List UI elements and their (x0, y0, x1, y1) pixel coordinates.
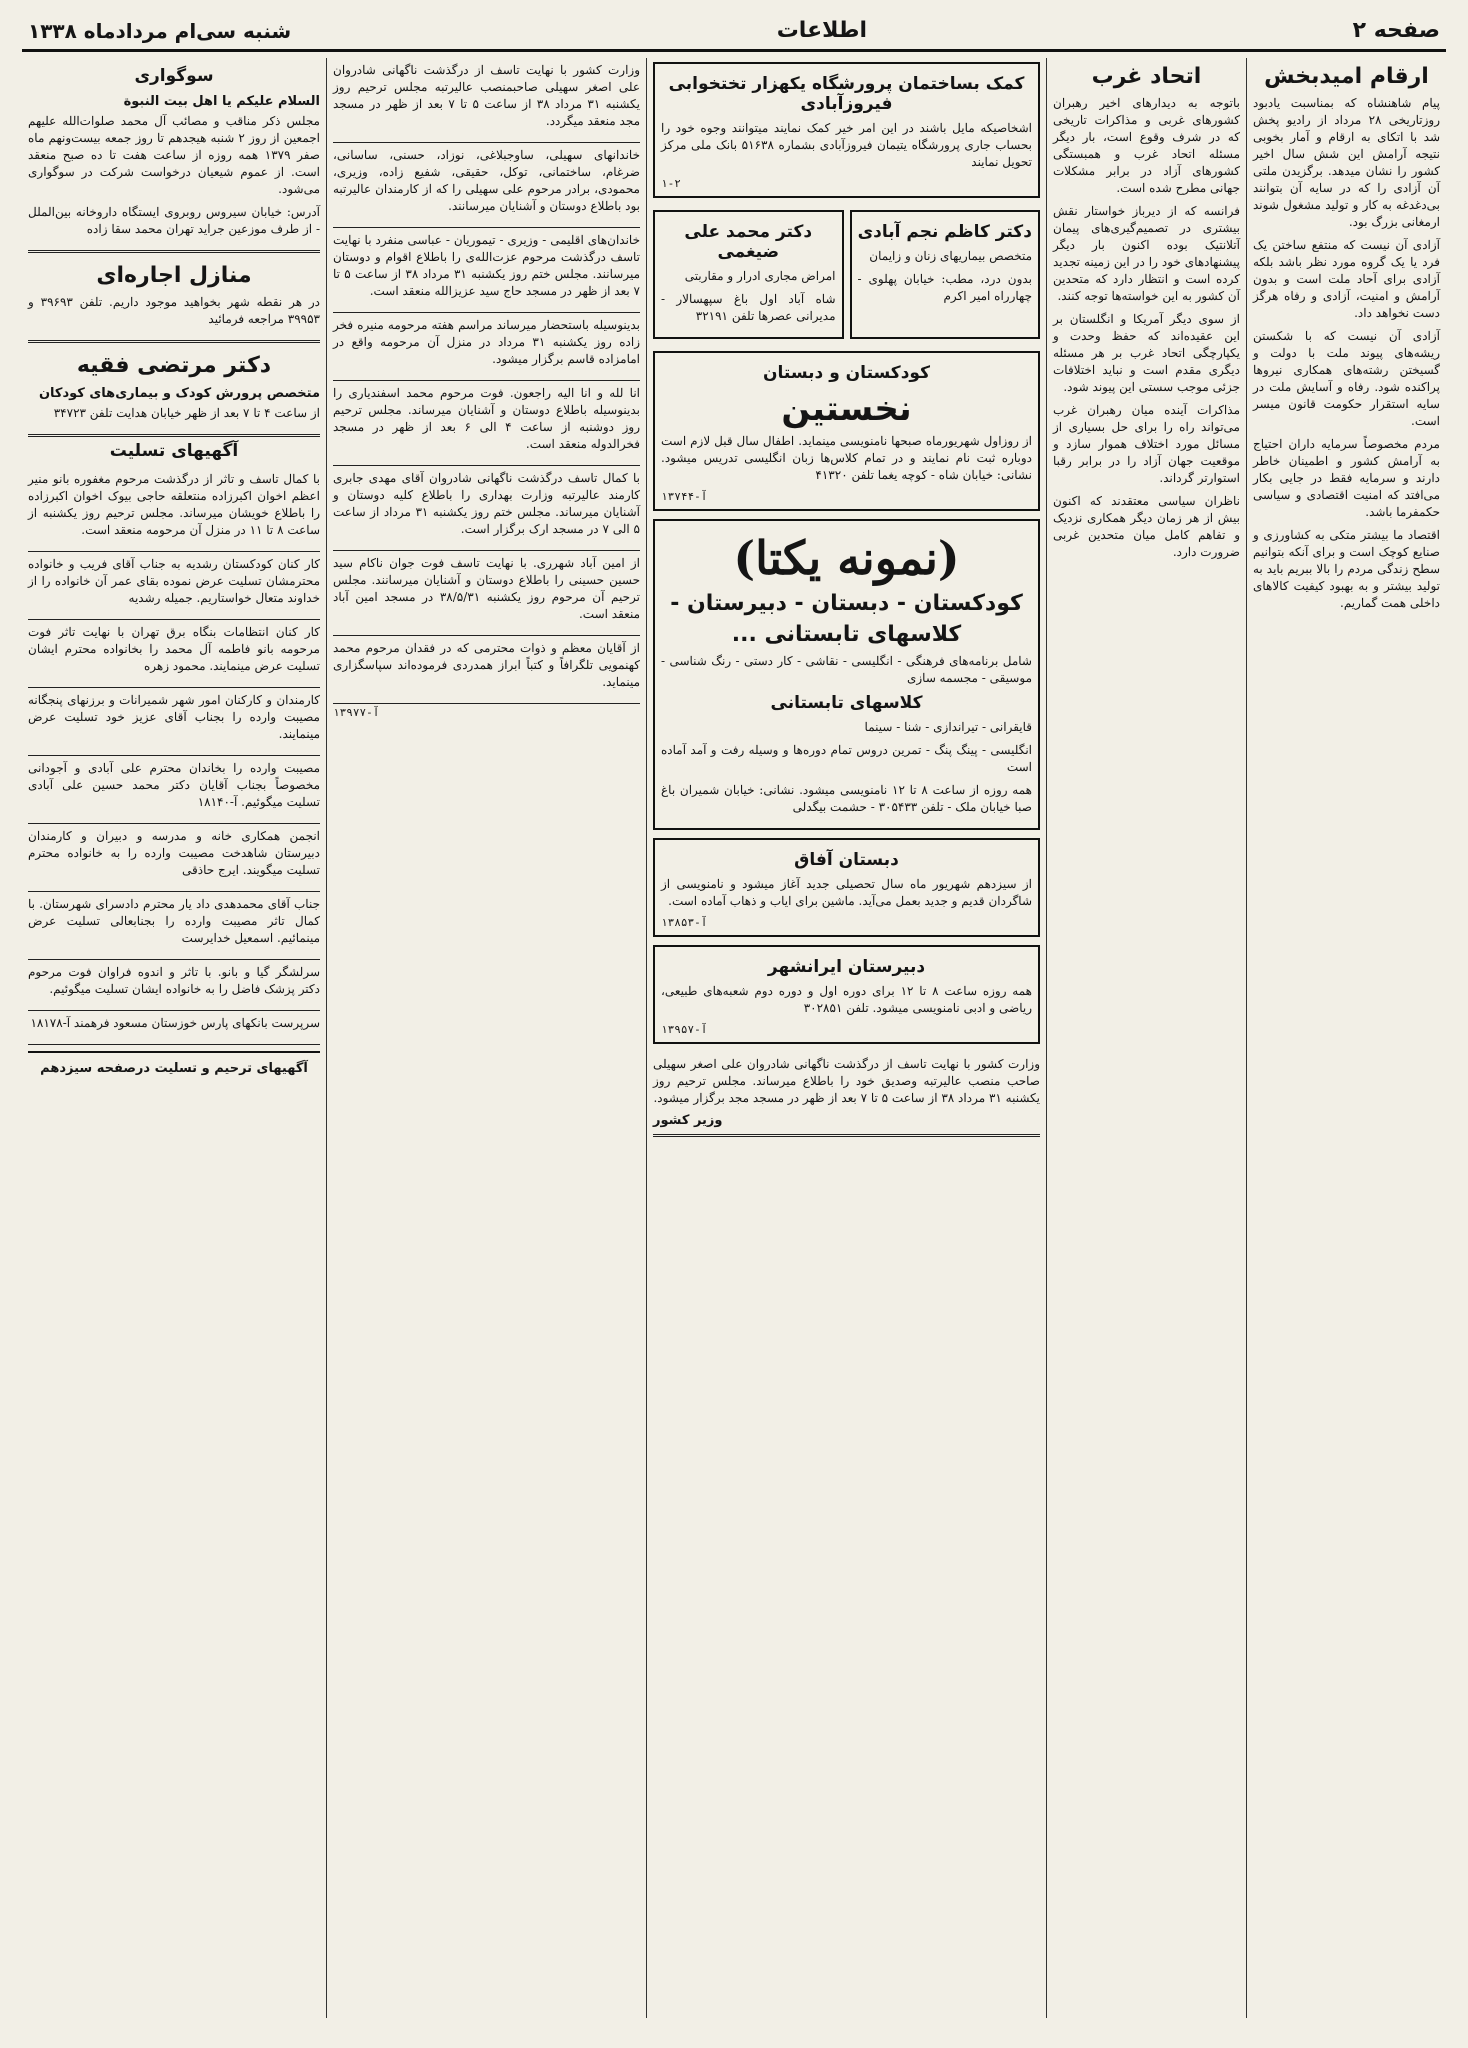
condolence-text: مصیبت وارده را بخاندان محترم علی آبادی و آجودانی مخصوصاً بجناب آقایان دکتر محمد حسین علی آبادی تسلیت میگوئیم. آ-۱۸۱۴۰ (28, 761, 320, 809)
school-text: از روزاول شهریورماه صبحها نامنویسی مینماید. اطفال سال قبل لازم است دوباره ثبت نام نمایند و در تمام کلاس‌ها زبان انگلیسی تدریس میشود. نشانی: خیابان شاه - کوچه یغما تلفن ۴۱۳۲۰ (661, 434, 1032, 482)
notice-item (333, 58, 640, 143)
condolence-item (28, 824, 320, 892)
editorial-heading: ارقام امیدبخش (1264, 64, 1429, 89)
condolence-text: انجمن همکاری خانه و مدرسه و دبیران و کارمندان دبیرستان شاهدخت مصیبت وارده را به خانواده محترم تسلیت میگویند. ایرج حاذقی (28, 829, 320, 877)
school-text: همه روزه ساعت ۸ تا ۱۲ برای دوره اول و دوره دوم شعبه‌های طبیعی، ریاضی و ادبی نامنویسی میشود. تلفن ۳۰۲۸۵۱ (661, 984, 1033, 1015)
notice-text: بدینوسیله باستحضار میرساند مراسم هفته مرحومه منیره فخر زاده روز یکشنبه ۳۱ مرداد در منزل آن مرحومه واقع در امامزاده قاسم برگزار میشود. (333, 318, 640, 366)
school-ad-iranshahr (653, 945, 1040, 1044)
doctor-line: امراض مجاری ادرار و مقاربتی (684, 269, 836, 283)
featured-line: قایقرانی - تیراندازی - شنا - سینما (864, 720, 1032, 734)
condolence-heading: آگهیهای تسلیت (109, 441, 239, 461)
condolence-item (28, 960, 320, 1011)
column-west-unity (1046, 58, 1246, 2018)
notice-text: با کمال تاسف درگذشت ناگهانی شادروان آقای مهدی جابری کارمند عالیرتبه وزارت بهداری را باطلاع کلیه دوستان و آشنایان میرساند. مجلس ختم روز یکشنبه ۳۱ مرداد از ساعت ۵ الی ۷ در مسجد ارک برگزار است. (333, 471, 640, 536)
doctor-line: بدون درد، مطب: خیابان پهلوی - چهارراه امیر اکرم (857, 272, 1032, 303)
mourning-heading: سوگواری (134, 66, 214, 86)
notice-text: خاندانهای سهیلی، ساوجبلاغی، نوزاد، حسنی، ساسانی، ضرغام، ساختمانی، توکل، حقیقی، شفیع زاده، وزیری، محمودی، برادر مرحوم علی سهیلی را که از کارمندان عالیرتبه بود باطلاع دوستان و آشنایان میرسانند. (333, 148, 640, 213)
doctor-ad-najmabadi (850, 210, 1041, 339)
condolence-text: کار کنان کودکستان رشدیه به جناب آقای فریب و خانواده محترمشان تسلیت عرض نموده بقای عمر آن خانواده را از خداوند متعال خواستاریم. جمیله رشدیه (28, 557, 320, 605)
column-classifieds (22, 58, 326, 2018)
mourning-block (28, 58, 320, 253)
featured-line: شامل برنامه‌های فرهنگی - انگلیسی - نقاشی - کار دستی - رنگ شناسی - موسیقی - مجسمه سازی (661, 654, 1032, 685)
columns (22, 58, 1446, 2018)
notice-text: از امین آباد شهرری. با نهایت تاسف فوت جوان ناکام سید حسین حسینی را باطلاع دوستان و آشنایان میرسانند. مجلس ترحیم آن مرحوم روز یکشنبه ۳۸/۵/۳۱ در مسجد امین آباد منعقد است. (333, 556, 640, 621)
condolence-text: کار کنان انتظامات بنگاه برق تهران با نهایت تاثر فوت مرحومه بانو فاطمه آل محمد را بخانواده محترم ایشان تسلیت عرض مینمایند. محمود زهره (28, 625, 320, 673)
doctor-faghih-heading: دکتر مرتضی فقیه (76, 353, 272, 378)
notice-item (333, 381, 640, 466)
condolence-item (28, 552, 320, 620)
page-number: صفحه ۲ (1352, 18, 1440, 43)
mourning-text: مجلس ذکر مناقب و مصائب آل محمد صلوات‌الله علیهم اجمعین از روز ۲ شنبه هیجدهم تا روز جمعه بیست‌و‌نهم ماه صفر ۱۳۷۹ همه روزه از ساعت هفت تا ده صبح منعقد است. از عموم شیعیان درخواست شرکت در سوگواری می‌شود. (28, 114, 321, 196)
featured-subtitle: کودکستان - دبستان - دبیرستان - (670, 591, 1023, 616)
condolence-item (28, 467, 320, 552)
school-title: کودکستان و دبستان (763, 363, 930, 383)
charity-ad (653, 62, 1040, 198)
rent-block (28, 253, 320, 343)
notice-item (333, 551, 640, 636)
notice-item (333, 466, 640, 551)
featured-line: انگلیسی - پینگ پنگ - تمرین دروس تمام دوره‌ها و وسیله رفت و آمد آماده است (661, 743, 1032, 774)
notice-item (333, 636, 640, 704)
condolence-item (28, 688, 320, 756)
charity-text: اشخاصیکه مایل باشند در این امر خیر کمک نمایند میتوانند وجوه خود را بحساب جاری پرورشگاه یتیمان فیروزآبادی بشماره ۵۱۶۳۸ بانک ملی مرکز تحویل نمایند (661, 121, 1032, 169)
doctor-ad-zeyghami (653, 210, 844, 339)
condolence-text: سرپرست بانکهای پارس خوزستان مسعود فرهمند آ-۱۸۱۷۸ (30, 1016, 320, 1030)
column-notices (326, 58, 646, 2018)
notice-text: وزارت کشور با نهایت تاسف از درگذشت ناگهانی شادروان علی اصغر سهیلی صاحب منصب عالیرتبه وصدیق خود را باطلاع میرساند. مجلس ترحیم روز یکشنبه ۳۱ مرداد ۳۸ از ساعت ۵ تا ۷ بعد از ظهر در مسجد مجد برگزار میشود. (653, 1057, 1040, 1105)
school-name: نخستین (781, 389, 912, 429)
notice-text: از آقایان معظم و ذوات محترمی که در فقدان مرحوم محمد کهنمویی تلگرافاً و کتباً ابراز همدردی فرموده‌اند سپاسگزاری مینماید. (333, 641, 640, 689)
notice-item (333, 313, 640, 381)
west-paragraph: باتوجه به دیدارهای اخیر رهبران کشورهای غربی و مذاکرات تاریخی که در شرف وقوع است، بار دیگر مسئله اتحاد غرب و همبستگی کشورهای آزاد در برابر مشکلات جهانی مطرح شده است. (1053, 96, 1240, 195)
editorial-paragraph: آزادی آن نیست که با شکستن ریشه‌های پیوند ملت با دولت و گسیختن رشته‌های همکاری نیروها پراکنده شود. رفاه و آسایش ملت در سایه استقرار حکومت قانون میسر است. (1253, 329, 1440, 428)
notice-text: انا لله و انا الیه راجعون. فوت مرحوم محمد اسفندیاری را بدینوسیله باطلاع دوستان و آشنایان میرساند. مجلس ترحیم روز دوشنبه از ساعت ۴ الی ۶ بعد از ظهر در مسجد فخرالدوله منعقد است. (333, 386, 641, 451)
editorial-paragraph: آزادی آن نیست که منتفع ساختن یک فرد یا یک گروه مورد نظر باشد بلکه آزادی برای آحاد ملت است و بدون آرامش و امنیت، آزادی و رفاه هرگز دست نخواهد داد. (1253, 238, 1440, 320)
school-ad-afagh (653, 838, 1040, 937)
notice-text: وزارت کشور با نهایت تاسف از درگذشت ناگهانی شادروان علی اصغر سهیلی صاحبمنصب عالیرتبه مجلس ترحیم روز یکشنبه ۳۱ مرداد ۳۸ از ساعت ۵ تا ۷ بعد از ظهر در مسجد مجد منعقد میگردد. (333, 63, 640, 128)
rent-text: در هر نقطه شهر بخواهید موجود داریم. تلفن ۳۹۶۹۳ و ۳۹۹۵۳ مراجعه فرمائید (28, 295, 320, 326)
featured-summer: کلاسهای تابستانی ... (731, 622, 962, 647)
divider (28, 1051, 320, 1053)
notice-ministry (653, 1052, 1040, 1137)
issue-date: شنبه سی‌ام مردادماه ۱۳۳۸ (28, 18, 292, 43)
featured-line: کلاسهای تابستانی (770, 693, 923, 713)
west-paragraph: مذاکرات آینده میان رهبران غرب می‌تواند راه را برای حل بسیاری از مسائل مورد اختلاف هموار سازد و موقعیت جهان آزاد را در برابر رقبا استوارتر گرداند. (1053, 403, 1240, 485)
condolence-text: با کمال تاسف و تاثر از درگذشت مرحوم مغفوره بانو منیر اعظم اخوان اکبرزاده منتعلقه حاجی بیوک اخوان اکبرزاده را باطلاع خویشان میرساند. مجلس ترحیم روز یکشنبه از ساعت ۸ تا ۱۱ در منزل آن مرحومه منعقد است. (28, 472, 320, 537)
school-title: دبیرستان ایرانشهر (767, 957, 926, 977)
west-paragraph: ناظران سیاسی معتقدند که اکنون بیش از هر زمان دیگر همکاری نزدیک و تفاهم کامل میان متحدین غربی ضرورت دارد. (1053, 494, 1240, 559)
school-text: از سیزدهم شهریور ماه سال تحصیلی جدید آغاز میشود و نامنویسی از شاگردان قدیم و جدید بعمل می‌آید. ماشین برای ایاب و ذهاب آماده است. (661, 877, 1032, 908)
school-ref: آ-۱۳۸۵۳ (661, 916, 708, 929)
column-advertisements (646, 58, 1046, 2018)
doctor-name: دکتر محمد علی ضیغمی (684, 222, 813, 262)
condolence-item (28, 892, 320, 960)
featured-ad-nemooneh (653, 519, 1040, 830)
mourning-address: آدرس: خیابان سیروس روبروی ایستگاه داروخانه بین‌الملل - از طرف موزعین جراید تهران محمد سقا زاده (28, 205, 320, 236)
publication-name: اطلاعات (776, 18, 868, 43)
school-ref: آ-۱۳۹۵۷ (661, 1023, 708, 1036)
school-ad-nokhostin (653, 351, 1040, 511)
column-editorial (1246, 58, 1446, 2018)
west-heading: اتحاد غرب (1091, 64, 1202, 89)
condolence-item (28, 620, 320, 688)
charity-ref: ۱-۲ (661, 177, 681, 190)
condolence-text: سرلشگر گیا و بانو. با تاثر و اندوه فراوان فوت مرحوم دکتر پزشک فاضل را به خانواده ایشان تسلیت میگوئیم. (28, 965, 320, 996)
doctor-line: متخصص بیماریهای زنان و زایمان (869, 249, 1032, 263)
west-paragraph: فرانسه که از دیرباز خواستار نقش بیشتری در تصمیم‌گیری‌های پیمان آتلانتیک بوده اکنون بار دیگر پیشنهادهای خود را در این زمینه تجدید کرده است و انتظار دارد که متحدین آن کشور به این خواسته‌ها توجه کنند. (1053, 204, 1240, 303)
charity-title: کمک بساختمان پرورشگاه یکهزار تختخوابی فیروزآبادی (668, 74, 1025, 114)
notice-ref: آ-۱۳۹۷۷ (333, 706, 380, 719)
editorial-paragraph: اقتصاد ما بیشتر متکی به کشاورزی و صنایع کوچک است و برای آنکه بتوانیم سطح زندگی مردم را بالا ببریم باید به تولید بیشتر و به بهبود کیفیت کالاهای داخلی همت گماریم. (1253, 528, 1440, 610)
notice-text: خاندان‌های اقلیمی - وزیری - تیموریان - عباسی منفرد با نهایت تاسف درگذشت مرحوم عزت‌الله‌ی را باطلاع اقوام و دوستان میرسانند. مجلس ختم روز یکشنبه ۳۱ مرداد ۳۸ از ساعت ۵ تا ۷ بعد از ظهر در مسجد حاج سید عزیزالله منعقد است. (333, 233, 641, 298)
featured-title: (نمونه یکتا) (733, 531, 960, 585)
rent-heading: منازل اجاره‌ای (96, 263, 252, 288)
footer-note: آگهیهای ترحیم و تسلیت درصفحه سیزدهم (40, 1061, 308, 1076)
notice-signature: وزیر کشور (653, 1113, 723, 1128)
condolence-item (28, 1011, 320, 1045)
condolence-text: کارمندان و کارکنان امور شهر شمیرانات و برزنهای پنجگانه مصیبت وارده را بجناب آقای عزیز خود تسلیت عرض مینمایند. (28, 693, 320, 741)
doctor-faghih-text: از ساعت ۴ تا ۷ بعد از ظهر خیابان هدایت تلفن ۳۴۷۲۳ (53, 406, 320, 420)
school-title: دبستان آفاق (794, 850, 899, 870)
notice-item (333, 228, 640, 313)
mourning-sub: السلام علیکم یا اهل بیت النبوة (123, 94, 320, 109)
doctor-faghih-block (28, 343, 320, 437)
notice-item (333, 143, 640, 228)
doctor-faghih-sub: متخصص پرورش کودک و بیماری‌های کودکان (38, 386, 320, 401)
doctor-ads-row (653, 206, 1040, 347)
featured-line: همه روزه از ساعت ۸ تا ۱۲ نامنویسی میشود. نشانی: خیابان شمیران باغ صبا خیابان ملک - تلفن ۳۰۵۴۳۳ - حشمت بیگدلی (661, 783, 1033, 814)
west-paragraph: از سوی دیگر آمریکا و انگلستان بر این عقیده‌اند که حفظ وحدت و یکپارچگی اتحاد غرب بر هر مسئله دیگری مقدم است و نباید اختلافات جزئی موجب سستی این پیوند شود. (1053, 312, 1240, 394)
doctor-name: دکتر کاظم نجم آبادی (857, 222, 1032, 242)
masthead (22, 18, 1446, 52)
school-ref: آ-۱۳۷۴۴ (661, 490, 708, 503)
condolence-item (28, 756, 320, 824)
editorial-paragraph: پیام شاهنشاه که بمناسبت یادبود روزتاریخی ۲۸ مرداد از رادیو پخش شد با اتکای به ارقام و آمار بخوبی نتیجه آرامش این شش سال اخیر کشور را نشان میدهد. برگزیدن ملتی آن آزادی را که در سایه آن بتوانند بی‌دغدغه به کار و تولید مشغول شوند ارمغانی بزرگ بود. (1253, 96, 1440, 229)
editorial-paragraph: مردم مخصوصاً سرمایه داران احتیاج به آرامش کشور و اطمینان خاطر دارند و سرمایه فقط در جایی بکار می‌افتد که امنیت اقتصادی و سیاسی حکمفرما باشد. (1253, 437, 1440, 519)
doctor-line: شاه آباد اول باغ سپهسالار - مدیرانی عصرها تلفن ۳۲۱۹۱ (661, 292, 836, 323)
condolence-text: جناب آقای محمدهدی داد یار محترم دادسرای شهرستان. با کمال تاثر مصیبت وارده را بجنابعالی تسلیت عرض مینمائیم. اسمعیل خدایرست (28, 897, 320, 945)
